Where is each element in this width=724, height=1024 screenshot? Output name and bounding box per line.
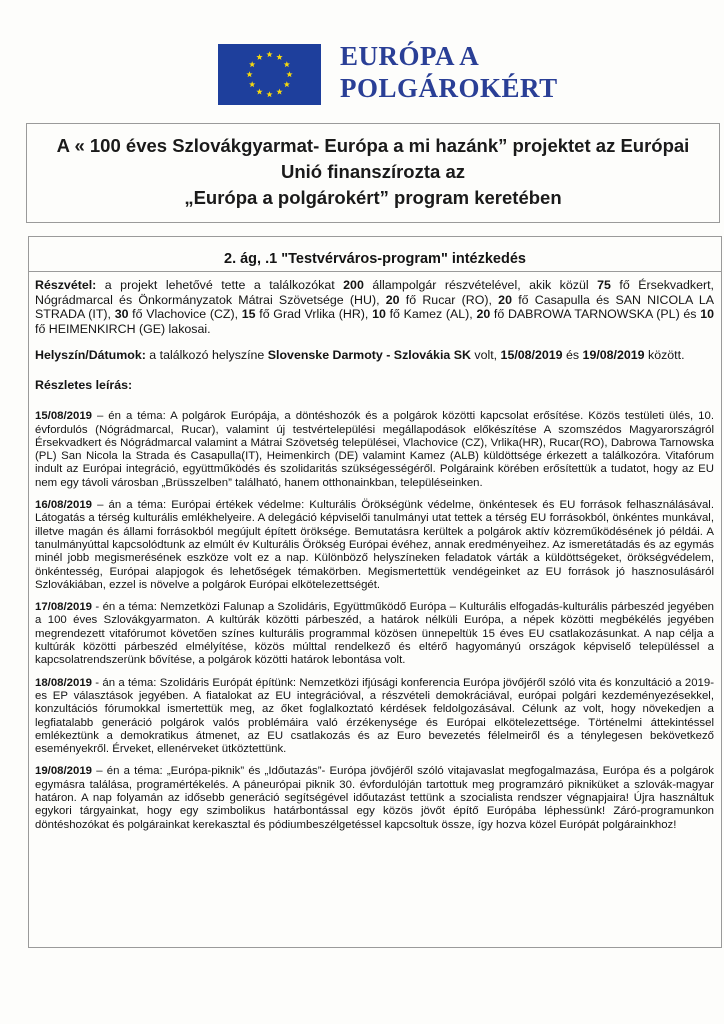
title-line-3: „Európa a polgárokért” program keretében	[184, 187, 562, 208]
location-text: és	[562, 348, 583, 363]
day-entry-2	[35, 499, 714, 592]
participation-number: 20	[476, 307, 491, 322]
day-entry-5	[35, 765, 714, 831]
brand-line-1: EURÓPA A	[340, 41, 480, 71]
day-entry-4	[35, 677, 714, 757]
participation-number: 200	[343, 278, 364, 292]
day-entry-3	[35, 601, 714, 667]
details-label: Részletes leírás:	[35, 377, 133, 392]
participation-label: Részvétel:	[35, 278, 97, 292]
location-text: volt,	[470, 348, 501, 363]
participation-text: fő Casapulla és SAN NICOLA LA STRADA (IT),	[35, 292, 714, 322]
participation-text: fő Érsekvadkert, Nógrádmarcal és Önkormányzatok Mátrai Szövetsége (HU),	[35, 278, 714, 307]
project-details-box	[28, 236, 722, 948]
entry-text: – án a téma: Európai értékek védelme: Kulturális Örökségünk védelme, önkéntesek és EU források felhasználásával. Látogatás a térség kulturális emlékhelyeire. A delegáció képviselői tanulmányi utat tettek a térség EU forrásokból, önkéntes munkával, illetve magán és állami forrásokból megújult épített öröksége. Bemutatásra kerültek a polgárok aktív közreműködésének jó példái. A tanulmányúttal kapcsolódtunk az elmúlt év Kulturális Örökség Európai évéhez, annak eredményeihez. Az ismeretátadás és az egymás minél jobb megismerésének eszköze volt ez a nap. Különböző helyszíneken feladatok várták a küldöttségeket, örökségvédelem, önkéntesség, Európai alapjogok és lehetőségek témakörben. Megismertettük vendégeinket az EU források jó hasznosulásáról Szlovákiában, ezzel is növelve a polgárok Európai elkötelezettségét.	[35, 499, 714, 591]
participation-number: 75	[597, 278, 611, 292]
participation-number: 20	[385, 292, 400, 307]
participation-paragraph	[35, 278, 714, 336]
participation-text: a projekt lehetővé tette a találkozókat	[96, 278, 344, 292]
participation-text: fő Kamez (AL),	[385, 307, 477, 322]
entry-text: – én a téma: „Európa-piknik” és „Időutazás”- Európa jövőjéről szóló vitajavaslat megfogalmazása, Európa és a polgárok egymásra találása, programértékelés. A páneurópai piknik 30. évfordulóján tartottuk meg programzáró pikniküket a szlovák-magyar határon. A nap folyamán az idősebb generáció segítségével időutazást tettünk a szocialista rendszer végnapjaira! Újra használtuk egykori tárgyainkat, hogy egy szimbolikus határbontással egy közös jövőt építő Európába léphessünk! Záró-programunkon döntéshozókat és polgárainkat kerekasztal és pódiumbeszélgetéssel kapcsoltuk össze, így hozva közel Európát polgárainkhoz!	[35, 765, 714, 831]
header	[218, 40, 578, 110]
start-date: 15/08/2019	[500, 348, 563, 363]
participation-number: 20	[498, 292, 512, 307]
participation-text: fő HEIMENKIRCH (GE) lakosai.	[35, 321, 211, 336]
entry-date: 15/08/2019	[35, 410, 93, 423]
title-line-2: Unió finanszírozta az	[281, 161, 465, 182]
title-line-1: A « 100 éves Szlovákgyarmat- Európa a mi hazánk” projektet az Európai	[56, 135, 690, 156]
location-label: Helyszín/Dátumok:	[35, 348, 146, 363]
venue-name: Slovenske Darmoty - Szlovákia SK	[267, 348, 471, 363]
eu-flag-svg	[218, 44, 321, 105]
entry-text: - án a téma: Szolidáris Európát építünk: Nemzetközi ifjúsági konferencia Európa jövőjéről szóló vita és konzultáció a 2019-es EP választások jegyében. A fiatalokat az EU integrációval, a részvételi demokráciával, európai polgári kezdeményezésekkel, konzultációs fórumokkal ismertettük meg, az őket foglalkoztató kérdések feldolgozásával. Célunk az volt, hogy növekedjen a legfiatalabb generáció polgárok valós problémáira való érzékenysége és Európai elkötelezettsége. Történelmi áttekintéssel emlékeztünk a demokratikus átmenet, az EU csatlakozás és az Euro bevezetés félelmeiről és a ténylegesen bekövetkező eseményekről. Érveket, ellenérveket ütköztettünk.	[35, 676, 714, 756]
eu-flag-icon	[218, 44, 321, 105]
brand-line-2: POLGÁROKÉRT	[340, 73, 558, 103]
day-entry-1	[35, 410, 714, 490]
participation-text: fő Vlachovice (CZ),	[128, 307, 242, 322]
participation-text: fő DABROWA TARNOWSKA (PL) és	[490, 307, 701, 322]
participation-number: 15	[241, 307, 256, 322]
entry-date: 17/08/2019	[35, 601, 93, 614]
section-heading: 2. ág, .1 "Testvérváros-program" intézkedés	[29, 237, 721, 272]
location-text: a találkozó helyszíne	[145, 348, 268, 363]
participation-text: állampolgár részvételével, akik közül	[363, 278, 598, 292]
participation-number: 10	[700, 307, 714, 322]
entry-text: - én a téma: Nemzetközi Falunap a Szolidáris, Együttműködő Európa – Kulturális elfogadás-kulturális párbeszéd jegyében a 100 éves Szlovákgyarmaton. A kultúrák közötti párbeszéd, a határok nélküli Európa, a népek közötti megbékélés jegyében megrendezett vitafórumot követően színes kulturális programmal közösen ünnepeltük 15 éves EU csatlakozásunkat. A nap célja a kultúrák közötti párbeszéd elmélyítése, közös múlttal rendelkező és eltérő hagyományú országok képviselő településsel a kapcsolatrendszerünk bővítése, a polgárok közötti határok lebontása volt.	[35, 601, 714, 667]
location-text: között.	[644, 348, 685, 363]
program-logo-text	[340, 40, 558, 104]
participation-number: 30	[114, 307, 129, 322]
entry-text: – én a téma: A polgárok Európája, a döntéshozók és a polgárok közötti kapcsolat erősítése. Közös testületi ülés, 10. évfordulós (Nógrádmarcal, Rucar), valamint új testvértelepülési megállapodások előkészítése A szomszédos Magyarországról Érsekvadkert és Nógrádmarcal valamint a Mátrai Szövetség települései, Vlachovice (CZ), Vrlika(HR), Rucar(RO), Dabrowa Tarnowska (PL) San Nicola la Strada és Casapulla(IT), Heimenkirch (DE) valamint Kamez (ALB) küldöttsége érkezett a találkozóra. Vitafórum indult az Európai integráció, együttműködés és szolidaritás szükségességéről. Polgáraink körében erősítettük a tudatot, hogy az EU nem egy távoli városban „Brüsszelben” található, hanem otthonainkban, településeinken.	[35, 410, 714, 489]
entry-date: 19/08/2019	[35, 765, 93, 778]
location-dates-paragraph	[35, 348, 714, 363]
entry-date: 18/08/2019	[35, 676, 93, 689]
content-body	[29, 272, 721, 832]
participation-text: fő Rucar (RO),	[399, 292, 499, 307]
end-date: 19/08/2019	[582, 348, 645, 363]
participation-text: fő Grad Vrlika (HR),	[255, 307, 373, 322]
project-title-box	[26, 123, 720, 223]
participation-number: 10	[372, 307, 386, 322]
entry-date: 16/08/2019	[35, 499, 93, 512]
